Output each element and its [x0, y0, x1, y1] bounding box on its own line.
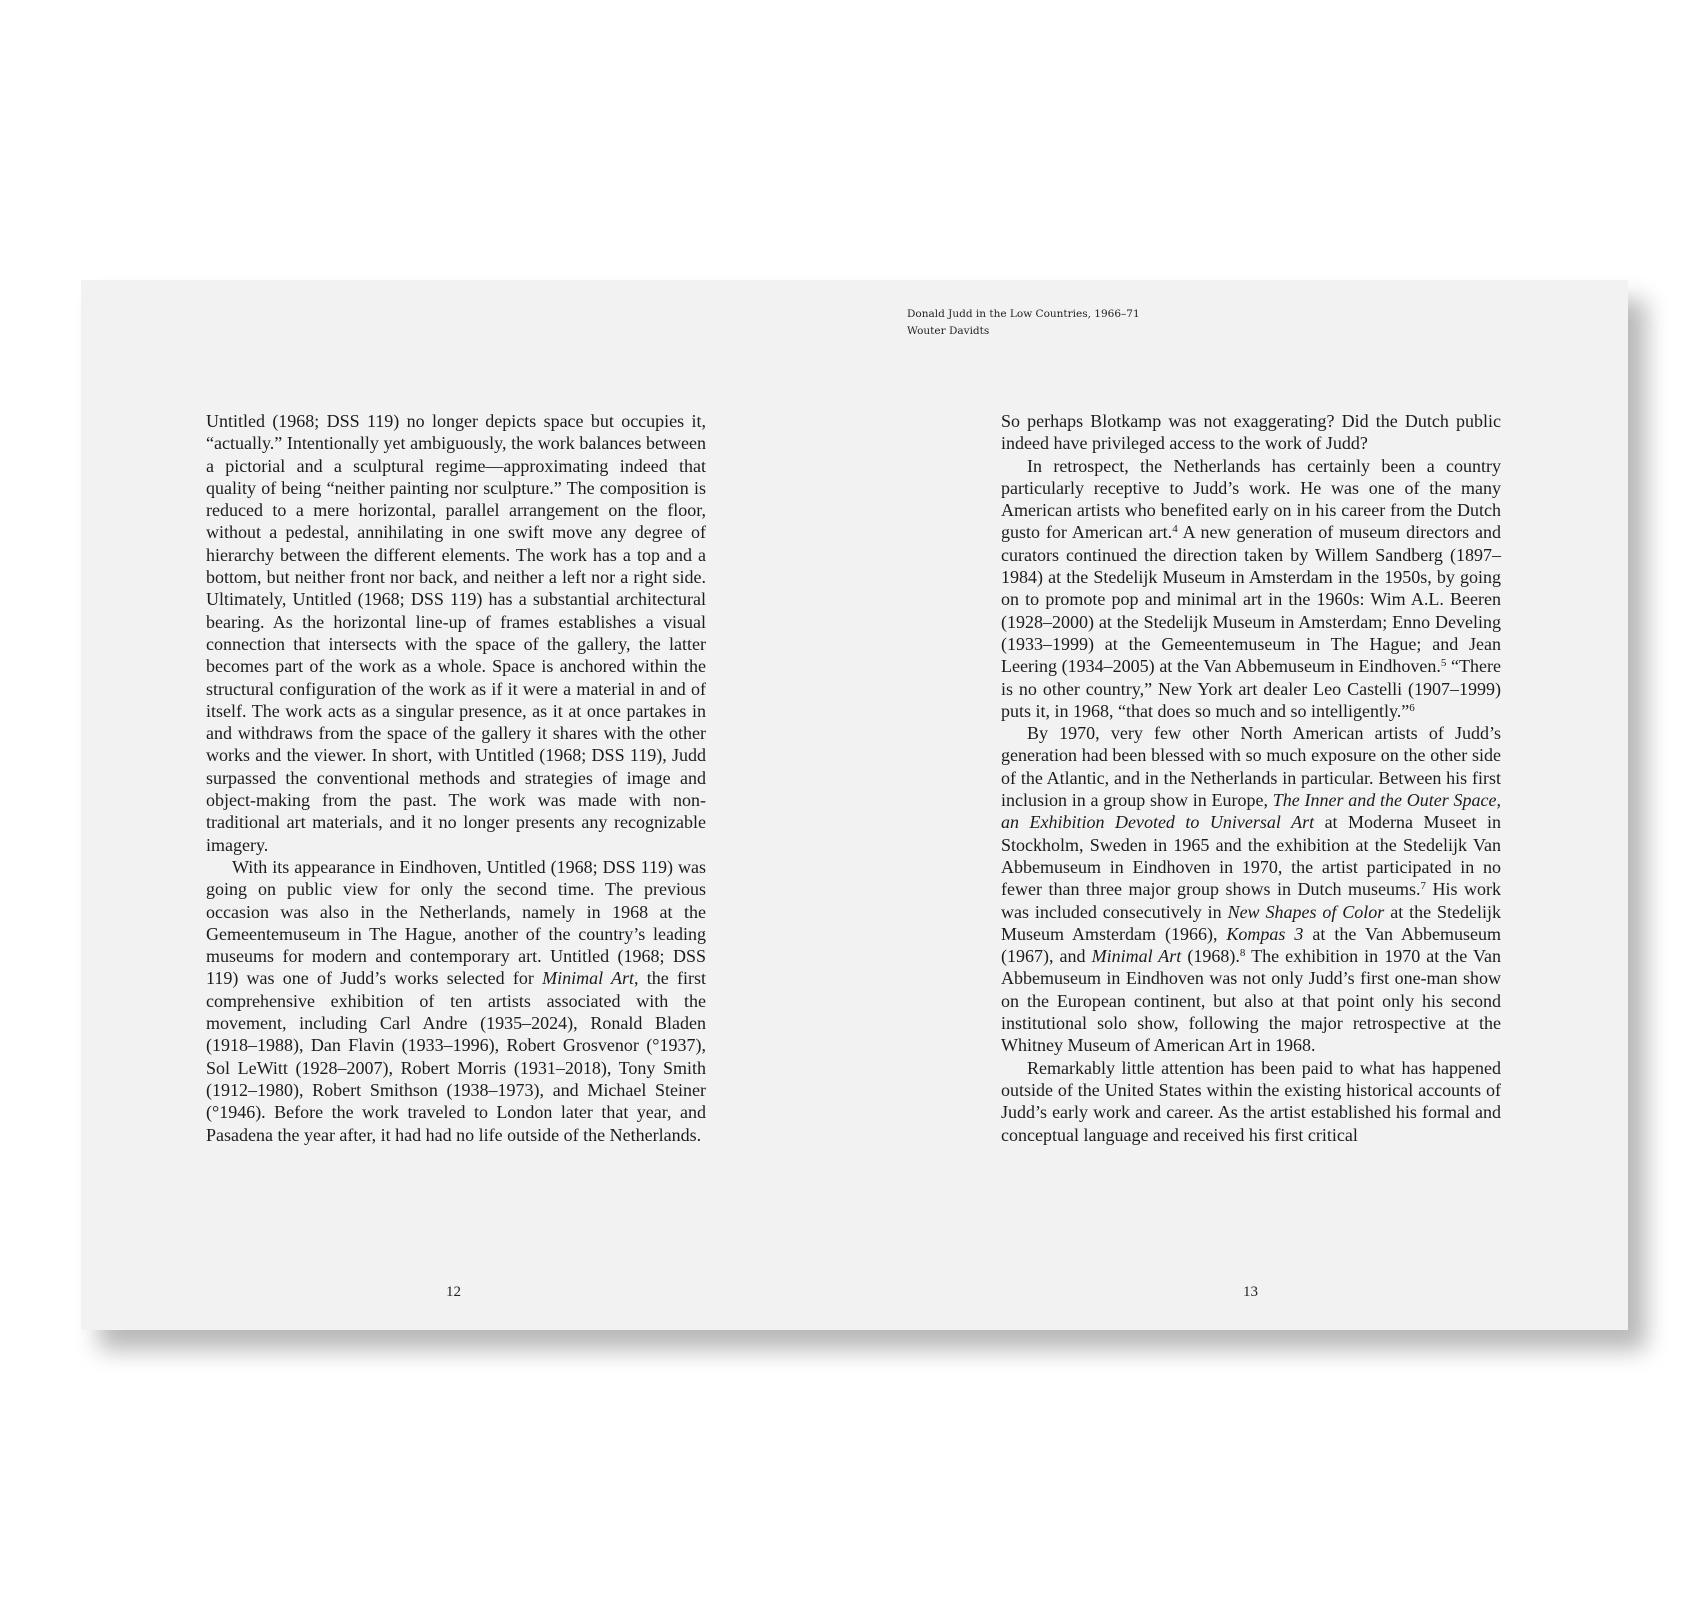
paragraph: Remarkably little attention has been paid to what has happened outside of the United States within the existing historical accounts of Judd’s early work and career. As the artist established his formal and conceptual language and received his first critical [1001, 1057, 1501, 1145]
paragraph: By 1970, very few other North American artists of Judd’s generation had been blessed with so much exposure on the other side of the Atlantic, and in the Netherlands in particular. Between his first inclusion in a group show in Europe, The Inner and the Outer Space, an Exhibition Devoted to Universal Art at Moderna Museet in Stockholm, Sweden in 1965 and the exhibition at the Stedelijk Van Abbemuseum in Eindhoven in 1970, the artist participated in no fewer than three major group shows in Dutch museums.$^7$ His work was included consecutively in New Shapes of Color at the Stedelijk Museum Amsterdam (1966), Kompas 3 at the Van Abbemuseum (1967), and Minimal Art (1968).$^8$ The exhibition in 1970 at the Van Abbemuseum in Eindhoven was not only Judd’s first one-man show on the European continent, but also at that point only his second institutional solo show, following the major retrospective at the Whitney Museum of American Art in 1968. [1001, 723, 1501, 1056]
paragraph: Untitled (1968; DSS 119) no longer depicts space but occupies it, “actually.” Intentionally yet ambiguously, the work balances between a pictorial and a sculptural regime—approximating indeed that quality of being “neither painting nor sculpture.” The composition is reduced to a mere horizontal, parallel arrangement on the floor, without a pedestal, annihilating in one swift move any degree of hierarchy between the different elements. The work has a top and a bottom, but neither front nor back, and neither a left nor a right side. Ultimately, Untitled (1968; DSS 119) has a substantial architectural bearing. As the horizontal line-up of frames establishes a visual connection that intersects with the space of the gallery, the latter becomes part of the work as a whole. Space is anchored within the structural configuration of the work as if it were a material in and of itself. The work acts as a singular presence, as it at once partakes in and withdraws from the space of the gallery it shares with the other works and the viewer. In short, with Untitled (1968; DSS 119), Judd surpassed the conventional methods and strategies of image and object-making from the past. The work was made with non-traditional art materials, and it no longer presents any recognizable imagery. [206, 411, 706, 855]
paragraph: With its appearance in Eindhoven, Untitled (1968; DSS 119) was going on public view for only the second time. The previous occasion was also in the Netherlands, namely in 1968 at the Gemeentemuseum in The Hague, another of the country’s leading museums for modern and contemporary art. Untitled (1968; DSS 119) was one of Judd’s works selected for Minimal Art, the first comprehensive exhibition of ten artists associated with the movement, including Carl Andre (1935–2024), Ronald Bladen (1918–1988), Dan Flavin (1933–1996), Robert Grosvenor (°1937), Sol LeWitt (1928–2007), Robert Morris (1931–2018), Tony Smith (1912–1980), Robert Smithson (1938–1973), and Michael Steiner (°1946). Before the work traveled to London later that year, and Pasadena the year after, it had had no life outside of the Netherlands. [206, 856, 706, 1145]
footnote-ref: 4 [1172, 523, 1178, 536]
book-spread [81, 280, 1628, 1330]
exhibition-title: Kompas 3 [1226, 923, 1304, 944]
paragraph: In retrospect, the Netherlands has certainly been a country particularly receptive to Judd’s work. He was one of the many American artists who benefited early on in his career from the Dutch gusto for American art.$^4$ A new generation of museum directors and curators continued the direction taken by Willem Sandberg (1897–1984) at the Stedelijk Museum in Amsterdam in the 1950s, by going on to promote pop and minimal art in the 1960s: Wim A.L. Beeren (1928–2000) at the Stedelijk Museum in Amsterdam; Enno Develing (1933–1999) at the Gemeentemuseum in The Hague; and Jean Leering (1934–2005) at the Van Abbemuseum in Eindhoven.$^5$ “There is no other country,” New York art dealer Leo Castelli (1907–1999) puts it, in 1968, “that does so much and so intelligently.”$^6$ [1001, 455, 1501, 721]
running-head-author: Wouter Davidts [907, 325, 990, 337]
footnote-ref: 7 [1420, 880, 1426, 893]
footnote-ref: 6 [1409, 701, 1415, 714]
exhibition-title: Minimal Art [542, 968, 635, 989]
footnote-ref: 8 [1239, 947, 1246, 960]
exhibition-title: New Shapes of Color [1227, 901, 1385, 922]
paragraph: So perhaps Blotkamp was not exaggerating? Did the Dutch public indeed have privileged access to the work of Judd? [1001, 411, 1501, 454]
right-page-text [1001, 410, 1501, 1146]
page-number-left: 12 [446, 1284, 461, 1300]
left-page-text [206, 410, 706, 1146]
page-number-right: 13 [1243, 1284, 1258, 1300]
footnote-ref: 5 [1440, 657, 1447, 670]
running-head [907, 306, 1140, 340]
running-head-title: Donald Judd in the Low Countries, 1966–71 [907, 308, 1140, 320]
exhibition-title: The Inner and the Outer Space, an Exhibition Devoted to Universal Art [1001, 790, 1501, 833]
exhibition-title: Minimal Art [1091, 946, 1182, 967]
